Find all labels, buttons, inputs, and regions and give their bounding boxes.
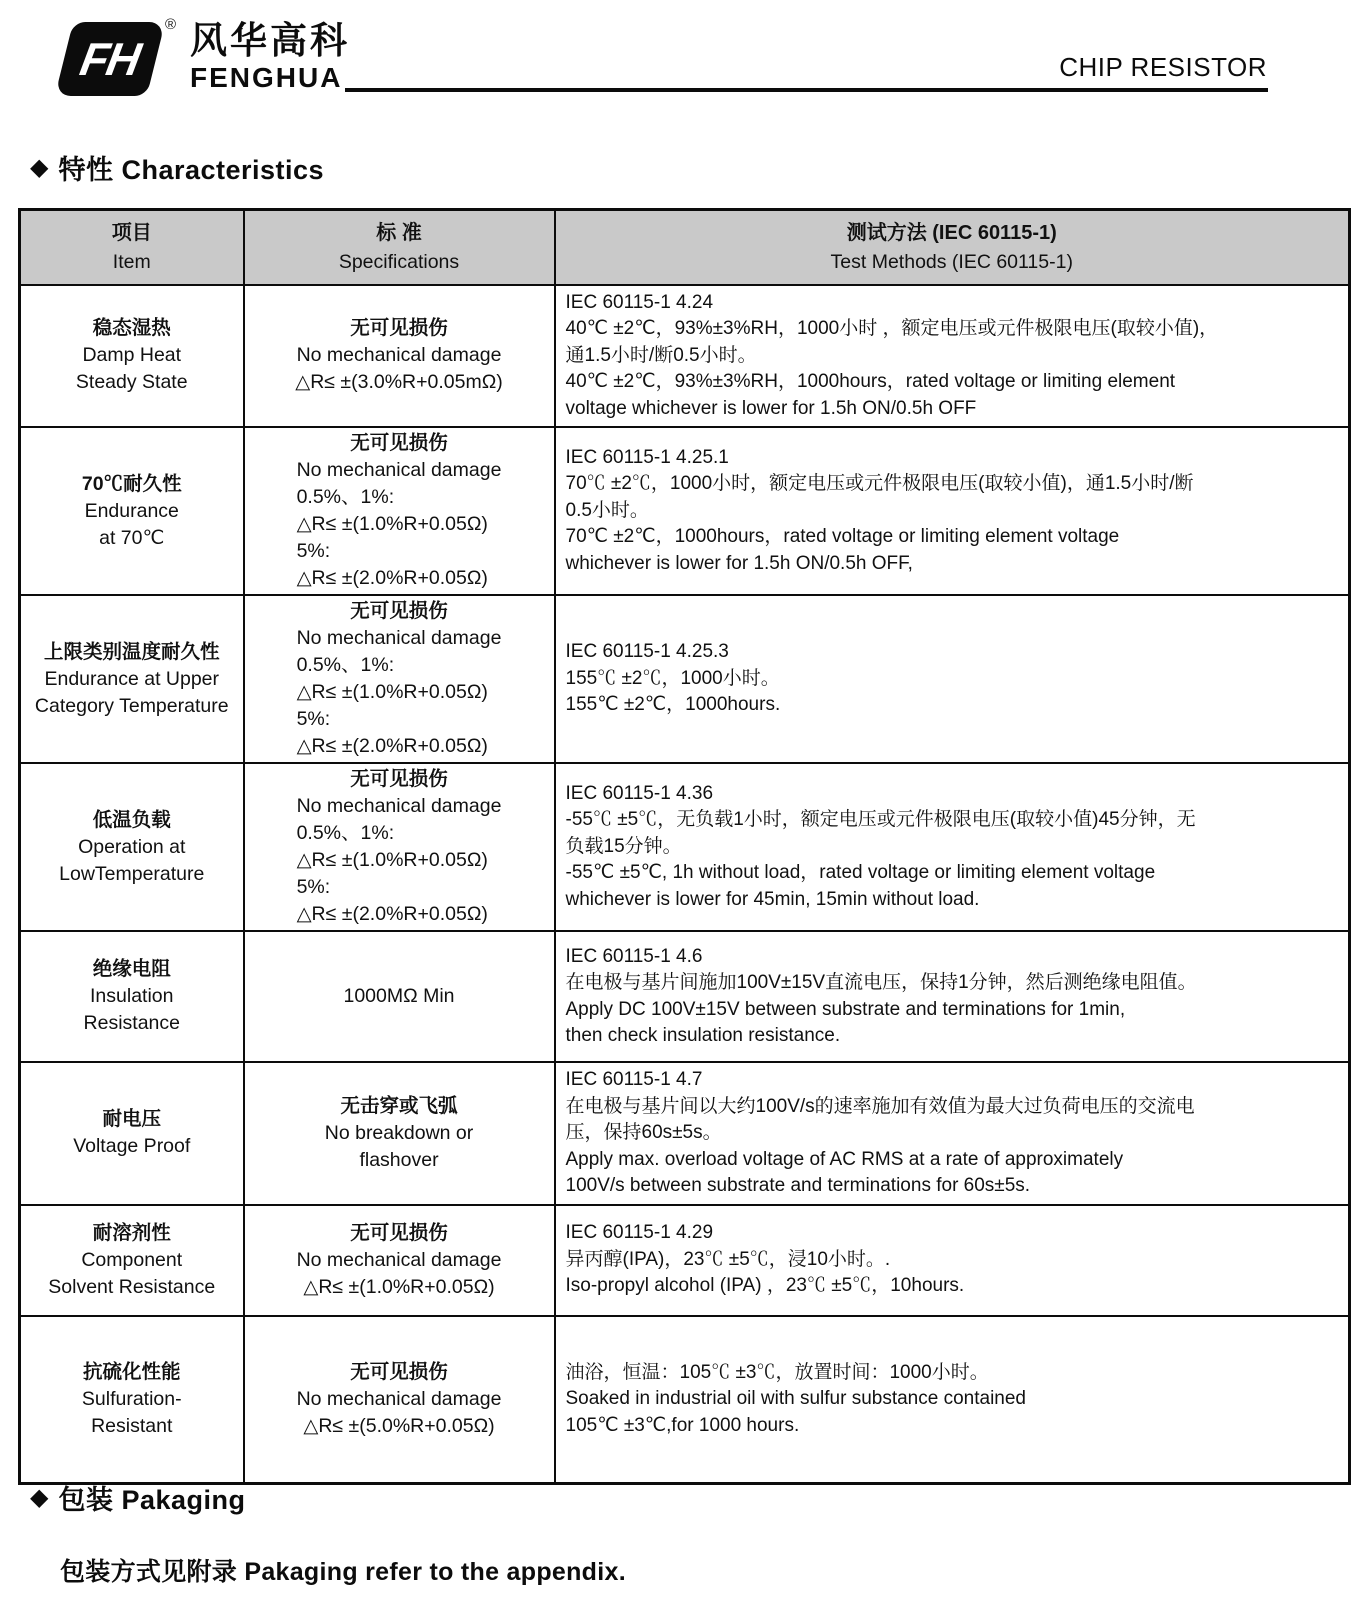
- cell-line: 40℃ ±2℃，93%±3%RH，1000小时 ，额定电压或元件极限电压(取较小值)，: [565, 318, 1219, 339]
- method-cell: [555, 763, 1350, 931]
- characteristics-heading: [30, 148, 324, 187]
- cell-line: 无可见损伤: [350, 600, 448, 622]
- cell-line: Apply DC 100V±15V between substrate and terminations for 1min,: [565, 998, 1126, 1020]
- cell-line: whichever is lower for 1.5h ON/0.5h OFF,: [565, 552, 913, 574]
- cell-line: 压，保持60s±5s。: [565, 1122, 722, 1143]
- spec-block: [297, 766, 502, 928]
- cell-line: 异丙醇(IPA)，23℃ ±5℃，浸10小时。.: [565, 1248, 891, 1270]
- cell-line: 油浴，恒温：105℃ ±3℃，放置时间：1000小时。: [565, 1361, 989, 1383]
- cell-line: 105℃ ±3℃,for 1000 hours.: [565, 1414, 800, 1436]
- cell-line: whichever is lower for 45min, 15min without load.: [565, 888, 980, 910]
- cell-line: Resistance: [83, 1012, 180, 1034]
- table-row: [20, 763, 1350, 931]
- cell-line: IEC 60115-1 4.25.1: [565, 446, 729, 468]
- cell-line: 0.5小时。: [565, 499, 649, 521]
- table-row: [20, 595, 1350, 763]
- cell-line: △R≤ ±(1.0%R+0.05Ω): [296, 849, 488, 871]
- packaging-heading: [30, 1478, 246, 1517]
- column-header-item-cn: 项目: [111, 221, 152, 244]
- cell-line: IEC 60115-1 4.7: [565, 1069, 703, 1090]
- cell-line: 70℃ ±2℃，1000hours，rated voltage or limiting element voltage: [565, 526, 1120, 548]
- cell-line: 无击穿或飞弧: [340, 1094, 458, 1117]
- cell-line: Endurance at Upper: [44, 667, 220, 690]
- table-row: [20, 285, 1350, 428]
- cell-line: 在电极与基片间施加100V±15V直流电压，保持1分钟，然后测绝缘电阻值。: [565, 972, 1197, 993]
- spec-block: [251, 1093, 548, 1174]
- cell-line: IEC 60115-1 4.36: [565, 782, 714, 804]
- cell-line: 100V/s between substrate and terminations for 60s±5s.: [565, 1175, 1031, 1196]
- spec-cell: [244, 1062, 555, 1205]
- diamond-bullet-icon: ◆: [30, 1483, 49, 1511]
- cell-line: 无可见损伤: [350, 432, 448, 454]
- cell-line: IEC 60115-1 4.24: [565, 291, 714, 313]
- characteristics-heading-text: 特性 Characteristics: [58, 155, 325, 185]
- cell-line: Endurance: [84, 499, 179, 522]
- method-cell: [555, 1316, 1350, 1484]
- table-row: [20, 1062, 1350, 1205]
- characteristics-table: [18, 208, 1351, 1485]
- column-header-specifications-cn: 标 准: [376, 221, 422, 244]
- column-header-item: [20, 210, 244, 285]
- cell-line: 5%:: [296, 876, 331, 898]
- brand-name-chinese: 风华高科: [190, 20, 350, 61]
- cell-line: 0.5%、1%:: [296, 654, 395, 676]
- item-cell: [20, 595, 244, 763]
- fenghua-logo-mark: [55, 22, 165, 96]
- cell-line: No mechanical damage: [296, 1248, 502, 1271]
- cell-line: 155℃ ±2℃，1000小时。: [565, 667, 780, 689]
- table-header: [20, 210, 1350, 285]
- item-cell: [20, 427, 244, 595]
- column-header-test-methods: [555, 210, 1350, 285]
- column-header-item-en: Item: [112, 250, 151, 273]
- spec-block: [297, 430, 502, 592]
- table-row: [20, 427, 1350, 595]
- cell-line: 抗硫化性能: [82, 1360, 181, 1383]
- cell-line: 无可见损伤: [350, 1221, 448, 1244]
- cell-line: No mechanical damage: [296, 459, 502, 481]
- cell-line: 上限类别温度耐久性: [43, 640, 220, 663]
- cell-line: 无可见损伤: [350, 1360, 448, 1383]
- fenghua-logo: [58, 16, 350, 98]
- spec-block: [251, 983, 548, 1010]
- brand-name-english: FENGHUA: [190, 62, 343, 93]
- cell-line: 绝缘电阻: [92, 958, 171, 980]
- cell-line: Component: [81, 1248, 183, 1271]
- cell-line: -55℃ ±5℃，无负载1小时，额定电压或元件极限电压(取较小值)45分钟，无: [565, 809, 1196, 831]
- cell-line: LowTemperature: [59, 862, 205, 885]
- cell-line: then check insulation resistance.: [565, 1025, 841, 1046]
- cell-line: 0.5%、1%:: [296, 486, 395, 508]
- cell-line: Voltage Proof: [73, 1135, 191, 1158]
- item-cell: [20, 1205, 244, 1316]
- cell-line: 在电极与基片间以大约100V/s的速率施加有效值为最大过负荷电压的交流电: [565, 1095, 1195, 1117]
- spec-block: [251, 315, 548, 396]
- cell-line: Category Temperature: [34, 694, 229, 717]
- spec-cell: [244, 1316, 555, 1484]
- cell-line: △R≤ ±(2.0%R+0.05Ω): [296, 567, 488, 589]
- cell-line: 155℃ ±2℃，1000hours.: [565, 694, 781, 716]
- cell-line: Damp Heat: [82, 344, 182, 367]
- cell-line: -55℃ ±5℃, 1h without load，rated voltage or limiting element voltage: [565, 862, 1156, 884]
- cell-line: 5%:: [296, 540, 331, 562]
- characteristics-table-wrap: [18, 208, 1348, 1485]
- cell-line: △R≤ ±(1.0%R+0.05Ω): [303, 1275, 495, 1298]
- cell-line: Soaked in industrial oil with sulfur substance contained: [565, 1388, 1026, 1409]
- spec-block: [297, 598, 502, 760]
- cell-line: △R≤ ±(3.0%R+0.05mΩ): [295, 371, 503, 394]
- cell-line: No mechanical damage: [296, 344, 502, 367]
- cell-line: △R≤ ±(2.0%R+0.05Ω): [296, 903, 488, 925]
- fenghua-logo-icon: [58, 16, 176, 98]
- method-cell: [555, 595, 1350, 763]
- spec-block: [251, 1359, 548, 1440]
- cell-line: Iso-propyl alcohol (IPA) ，23℃ ±5℃，10hours.: [565, 1275, 965, 1297]
- cell-line: 耐电压: [102, 1108, 161, 1131]
- cell-line: 负载15分钟。: [565, 835, 682, 857]
- cell-line: Apply max. overload voltage of AC RMS at a rate of approximately: [565, 1148, 1124, 1170]
- cell-line: IEC 60115-1 4.29: [565, 1222, 714, 1244]
- cell-line: 稳态湿热: [92, 317, 171, 340]
- cell-line: IEC 60115-1 4.6: [565, 945, 703, 967]
- cell-line: Resistant: [91, 1414, 173, 1437]
- cell-line: No mechanical damage: [296, 795, 502, 817]
- method-cell: [555, 1205, 1350, 1316]
- cell-line: 70℃耐久性: [81, 472, 182, 495]
- cell-line: 0.5%、1%:: [296, 822, 395, 844]
- item-cell: [20, 1316, 244, 1484]
- column-header-test-methods-en: Test Methods (IEC 60115-1): [830, 250, 1073, 273]
- table-row: [20, 931, 1350, 1062]
- item-cell: [20, 931, 244, 1062]
- header-divider: [345, 88, 1268, 92]
- method-cell: [555, 285, 1350, 428]
- cell-line: No mechanical damage: [296, 1387, 502, 1410]
- spec-cell: [244, 931, 555, 1062]
- cell-line: No mechanical damage: [296, 627, 502, 649]
- cell-line: △R≤ ±(1.0%R+0.05Ω): [296, 513, 488, 535]
- method-cell: [555, 931, 1350, 1062]
- spec-cell: [244, 1205, 555, 1316]
- spec-cell: [244, 285, 555, 428]
- logo-mark-letters: FH: [76, 33, 144, 85]
- cell-line: 5%:: [296, 708, 331, 730]
- diamond-bullet-icon: ◆: [30, 153, 49, 181]
- spec-cell: [244, 427, 555, 595]
- document-title: CHIP RESISTOR: [1059, 52, 1267, 82]
- cell-line: △R≤ ±(5.0%R+0.05Ω): [303, 1414, 495, 1437]
- brand-text: [190, 16, 350, 94]
- cell-line: Steady State: [75, 371, 188, 394]
- packaging-note: 包装方式见附录 Pakaging refer to the appendix.: [60, 1558, 626, 1586]
- cell-line: Insulation: [90, 985, 174, 1007]
- cell-line: Solvent Resistance: [48, 1275, 216, 1298]
- cell-line: 70℃ ±2℃，1000小时，额定电压或元件极限电压(取较小值)，通1.5小时/断: [565, 473, 1194, 495]
- cell-line: △R≤ ±(1.0%R+0.05Ω): [296, 681, 488, 703]
- cell-line: IEC 60115-1 4.25.3: [565, 641, 729, 663]
- spec-cell: [244, 595, 555, 763]
- item-cell: [20, 763, 244, 931]
- cell-line: Operation at: [78, 835, 186, 858]
- cell-line: at 70℃: [99, 526, 165, 549]
- item-cell: [20, 285, 244, 428]
- method-cell: [555, 1062, 1350, 1205]
- cell-line: 1000MΩ Min: [343, 985, 455, 1007]
- cell-line: 低温负载: [92, 808, 171, 831]
- cell-line: No breakdown or: [324, 1121, 474, 1144]
- cell-line: 无可见损伤: [350, 317, 448, 340]
- spec-block: [251, 1220, 548, 1301]
- spec-cell: [244, 763, 555, 931]
- registered-trademark-icon: ®: [164, 16, 176, 33]
- cell-line: 无可见损伤: [350, 768, 448, 790]
- cell-line: flashover: [359, 1148, 439, 1171]
- cell-line: voltage whichever is lower for 1.5h ON/0.5h OFF: [565, 397, 977, 419]
- table-row: [20, 1205, 1350, 1316]
- characteristics-table-body: [20, 285, 1350, 1484]
- item-cell: [20, 1062, 244, 1205]
- method-cell: [555, 427, 1350, 595]
- cell-line: 40℃ ±2℃，93%±3%RH，1000hours，rated voltage or limiting element: [565, 371, 1176, 392]
- packaging-heading-text: 包装 Pakaging: [58, 1485, 246, 1515]
- column-header-test-methods-cn: 测试方法 (IEC 60115-1): [846, 221, 1057, 244]
- table-row: [20, 1316, 1350, 1484]
- cell-line: Sulfuration-: [81, 1387, 182, 1410]
- cell-line: △R≤ ±(2.0%R+0.05Ω): [296, 735, 488, 757]
- cell-line: 耐溶剂性: [92, 1221, 171, 1244]
- column-header-specifications: [244, 210, 555, 285]
- column-header-specifications-en: Specifications: [338, 250, 460, 273]
- cell-line: 通1.5小时/断0.5小时。: [565, 344, 757, 366]
